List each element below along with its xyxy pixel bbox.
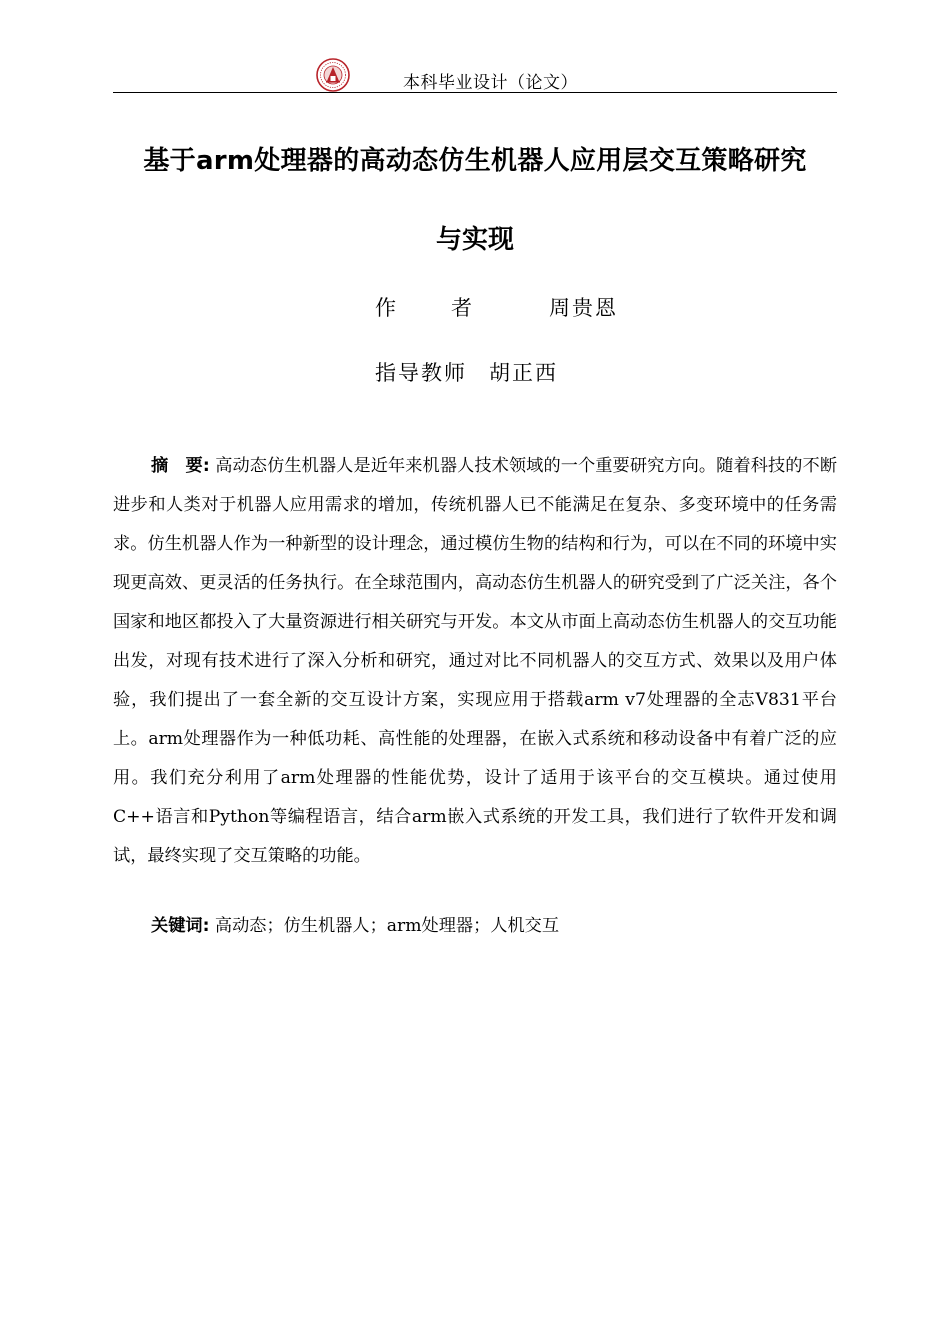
author-name: 周贵恩 xyxy=(549,296,618,320)
thesis-title-line-1: 基于arm处理器的高动态仿生机器人应用层交互策略研究 xyxy=(143,146,807,176)
author-label: 作者 xyxy=(375,296,527,320)
advisor-row xyxy=(375,357,558,387)
abstract-paragraph xyxy=(113,447,837,876)
advisor-label: 指导教师 xyxy=(375,361,467,385)
keywords-label: 关键词: xyxy=(151,916,210,936)
thesis-title-line-2: 与实现 xyxy=(435,225,514,255)
advisor-name: 胡正西 xyxy=(489,361,558,385)
university-seal-icon xyxy=(316,58,350,92)
keywords-line xyxy=(151,907,559,946)
keywords-text: 高动态；仿生机器人；arm处理器；人机交互 xyxy=(214,916,560,936)
abstract-text: 高动态仿生机器人是近年来机器人技术领域的一个重要研究方向。随着科技的不断进步和人类对于机器人应用需求的增加，传统机器人已不能满足在复杂、多变环境中的任务需求。仿生机器人作为一种新型的设计理念，通过模仿生物的结构和行为，可以在不同的环境中实现更高效、更灵活的任务执行。在全球范围内，高动态仿生机器人的研究受到了广泛关注，各个国家和地区都投入了大量资源进行相关研究与开发。本文从市面上高动态仿生机器人的交互功能出发，对现有技术进行了深入分析和研究，通过对比不同机器人的交互方式、效果以及用户体验，我们提出了一套全新的交互设计方案，实现应用于搭载arm v7处理器的全志V831平台上。arm处理器作为一种低功耗、高性能的处理器，在嵌入式系统和移动设备中有着广泛的应用。我们充分利用了arm处理器的性能优势，设计了适用于该平台的交互模块。通过使用C++语言和Python等编程语言，结合arm嵌入式系统的开发工具，我们进行了软件开发和调试，最终实现了交互策略的功能。 xyxy=(113,456,838,866)
page-header xyxy=(113,58,837,93)
author-row xyxy=(375,292,618,322)
header-title: 本科毕业设计（论文） xyxy=(403,73,578,93)
abstract-label: 摘 要: xyxy=(151,456,210,476)
